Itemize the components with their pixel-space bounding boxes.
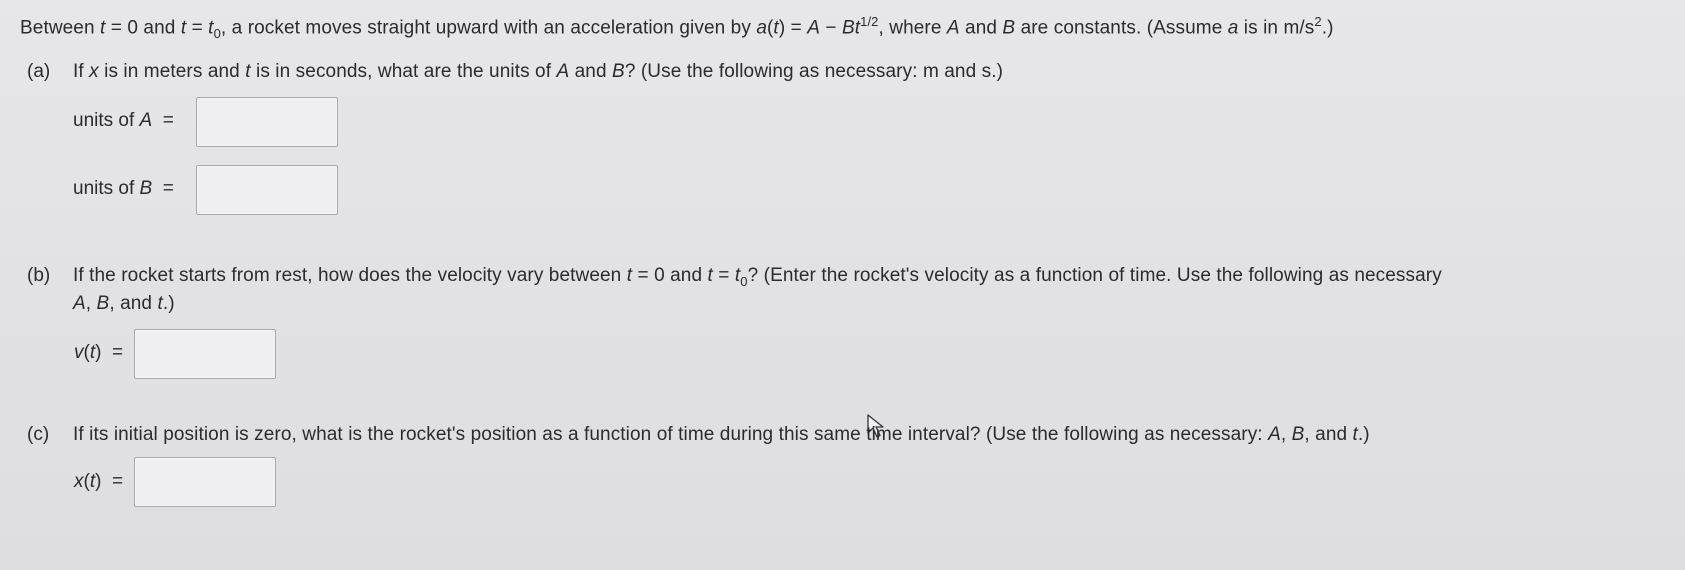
- units-a-label: units of A =: [73, 110, 174, 131]
- position-input[interactable]: [134, 457, 276, 507]
- part-c-label: (c): [27, 424, 50, 445]
- velocity-input[interactable]: [134, 329, 276, 379]
- part-a-label: (a): [27, 61, 51, 82]
- velocity-label: v(t) =: [74, 342, 124, 363]
- units-b-input[interactable]: [196, 165, 338, 215]
- part-b-label: (b): [27, 265, 51, 286]
- position-label: x(t) =: [74, 471, 124, 492]
- problem-intro: Between t = 0 and $t = t_0$, a rocket moves straight upward with an acceleration given by $a(t) = A - Bt^{1/2}$, where A and B are constants. (Assume a is in $m/s^2$.): [20, 14, 1334, 42]
- units-a-input[interactable]: [196, 97, 338, 147]
- part-b-question: If the rocket starts from rest, how does the velocity vary between t = 0 and $t = t_0$? (Enter the rocket's velocity as a function of time. Use the following as necessary: [73, 265, 1442, 289]
- part-c-question: If its initial position is zero, what is the rocket's position as a function of time during this same time interval? (Use the following as necessary: A, B, and t.): [73, 424, 1370, 445]
- part-b-question-line2: A, B, and t.): [73, 293, 175, 314]
- part-a-question: If x is in meters and t is in seconds, what are the units of A and B? (Use the following as necessary: m and s.): [73, 61, 1004, 82]
- units-b-label: units of B =: [73, 178, 174, 199]
